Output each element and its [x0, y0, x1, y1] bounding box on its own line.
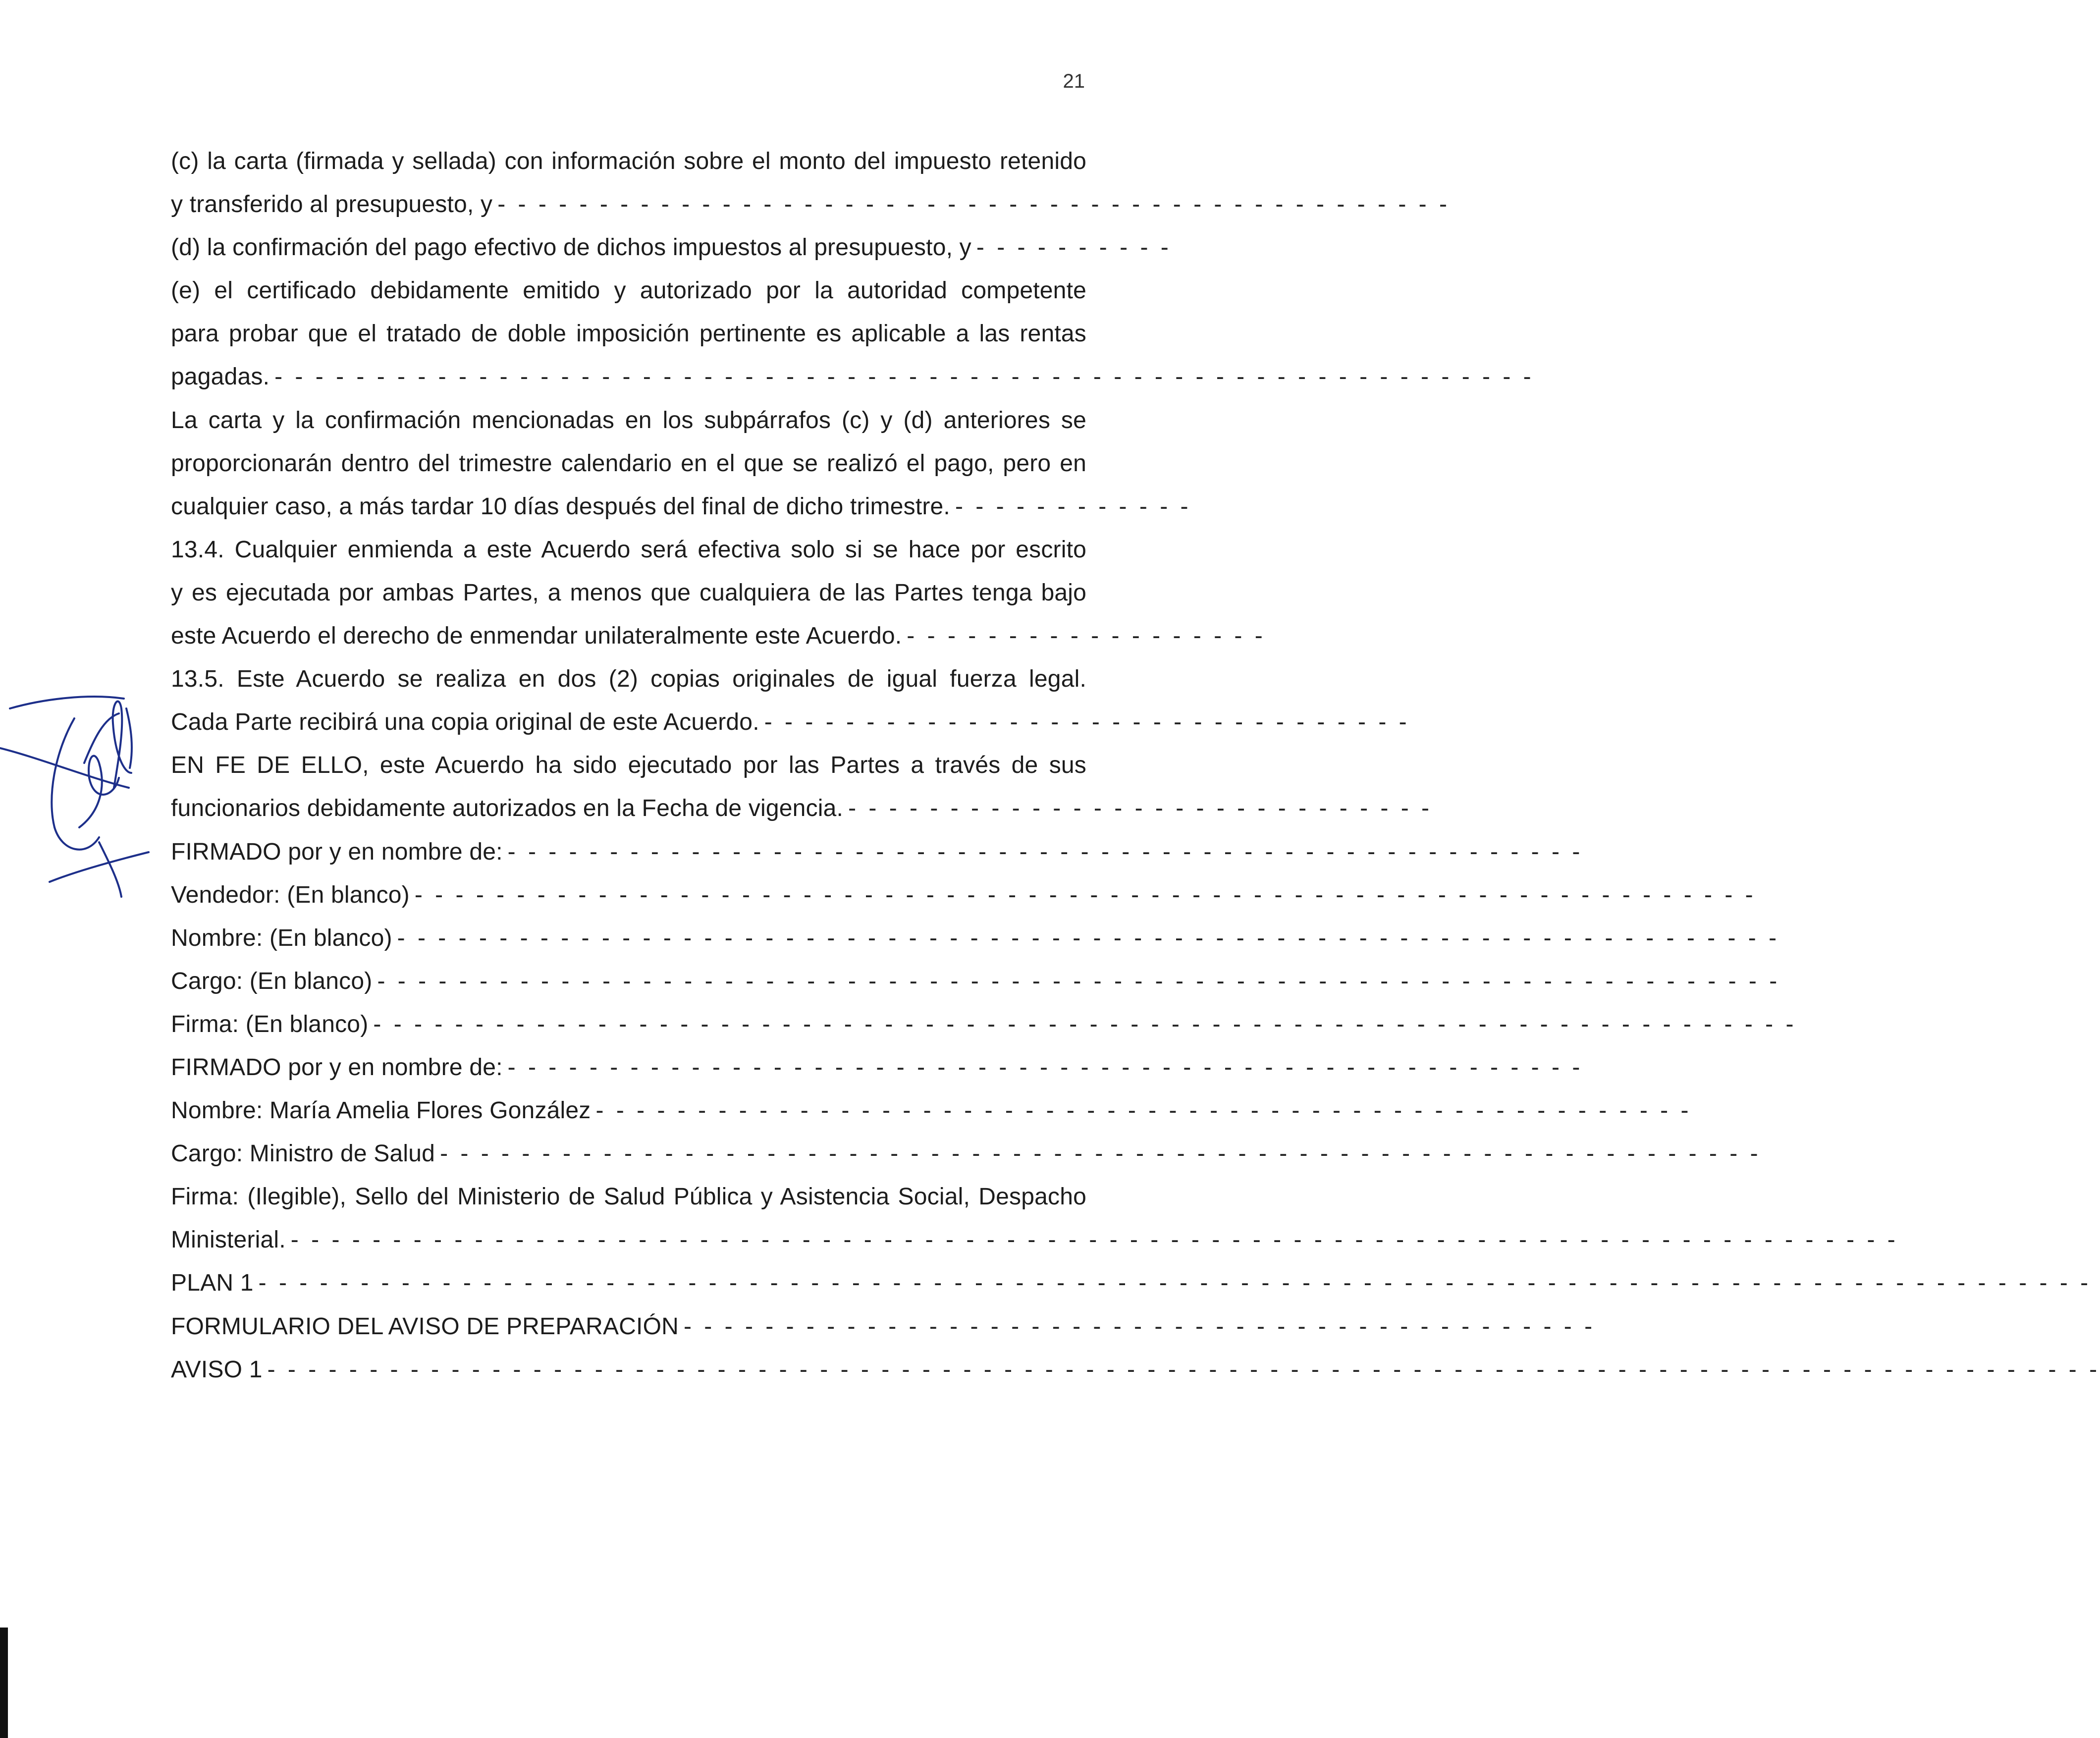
dash-filler: - - - - - - - - - - - - - - - - - - - - - - - - - - - - - - - - - - - - - - - - - - - - - - - - - - - - - - - - - - - - - - - - - - — [414, 881, 1756, 908]
line-text: Nombre: (En blanco) — [171, 924, 392, 951]
text-line — [171, 226, 1172, 269]
line-text: (d) la confirmación del pago efectivo de dichos impuestos al presupuesto, y — [171, 234, 971, 261]
dash-filler: - - - - - - - - - - - - - - - - - - - - - - - - - - - - - - - - - - - - - - - - - - - - - - - - - - - - - — [507, 1054, 1583, 1081]
line-text: Firma: (Ilegible), Sello del Ministerio de Salud Pública y Asistencia Social, Despacho — [171, 1184, 1086, 1210]
text-line — [171, 917, 1780, 960]
dash-filler: - - - - - - - - - - - - - - - - - - - - - - - - - - - - - - - - - - - - - - - - - - - - - - - — [497, 191, 1450, 218]
line-text: (c) la carta (firmada y sellada) con información sobre el monto del impuesto retenido — [171, 148, 1086, 174]
text-line — [171, 183, 1450, 226]
line-text: Nombre: María Amelia Flores González — [171, 1097, 591, 1124]
dash-filler: - - - - - - - - - - - - - - - - - - - - - - - - - - - - - - - - - - - - - - - - - - - - - - - - - - - - - - - - - - - - - - - - - - - - - — [377, 968, 1780, 994]
dash-filler: - - - - - - - - - - - - - - - - - - - - - - - - - - - - - — [848, 795, 1433, 822]
line-text: y transferido al presupuesto, y — [171, 191, 493, 218]
line-text: funcionarios debidamente autorizados en la Fecha de vigencia. — [171, 795, 844, 822]
text-line — [171, 701, 1410, 744]
text-line — [171, 1261, 2092, 1304]
dash-filler: - - - - - - - - - - - - - - - - - - - - - - - - - - - - - - - - - - - - - - - - - - - - - - - - - - - - - — [507, 838, 1583, 865]
text-line — [171, 442, 1091, 485]
dash-filler — [1086, 450, 1091, 477]
line-text: AVISO 1 — [171, 1356, 263, 1383]
dash-filler — [1086, 580, 1091, 606]
dash-filler: - - - - - - - - - - - - - - - - - - - - - - - - - - - - - - - - - - - - - - - - - - - - - - - - - - - - - - - - - - - - - - - - - - - - - - - - - - - - - - - - - - - - - - - - - - — [258, 1270, 2092, 1297]
text-line — [171, 1003, 1797, 1046]
dash-filler — [1086, 666, 1091, 692]
line-text: para probar que el tratado de doble imposición pertinente es aplicable a las rentas — [171, 321, 1086, 347]
text-line — [171, 485, 1191, 528]
line-text: EN FE DE ELLO, este Acuerdo ha sido ejecutado por las Partes a través de sus — [171, 752, 1086, 779]
handwritten-signature — [0, 664, 159, 912]
dash-filler: - - - - - - - - - - — [976, 234, 1172, 261]
dash-filler — [1086, 1184, 1091, 1210]
dash-filler — [1086, 407, 1091, 434]
line-text: pagadas. — [171, 364, 270, 390]
text-line — [171, 269, 1091, 312]
text-line — [171, 528, 1091, 571]
line-text: cualquier caso, a más tardar 10 días después del final de dicho trimestre. — [171, 493, 950, 520]
dash-filler — [1086, 752, 1091, 778]
text-line — [171, 1348, 2100, 1391]
text-line — [171, 1305, 1596, 1348]
dash-filler: - - - - - - - - - - - - - - - - - - - - - - - - - - - - - - - - - - - - - - - - - - - - - - - - - - - - - - - - - - - - - - - - - - - - - - - - - - - - - - - — [290, 1227, 1898, 1253]
text-line — [171, 1089, 1692, 1132]
dash-filler: - - - - - - - - - - - - - - - - - - - - - - - - - - - - - - - - - - - - - - - - - - - - - - - - - - - - - - - - - - - - - - - - - - - - - - — [373, 1011, 1797, 1037]
line-text: PLAN 1 — [171, 1270, 254, 1297]
text-line — [171, 571, 1091, 614]
dash-filler: - - - - - - - - - - - - - - - - - - - - - - - - - - - - - - - - - - - - - - - - - - - - - - - - - - - - - - — [595, 1097, 1692, 1124]
line-text: FIRMADO por y en nombre de: — [171, 838, 503, 865]
line-text: proporcionarán dentro del trimestre calendario en el que se realizó el pago, pero en — [171, 450, 1086, 477]
text-line — [171, 399, 1091, 442]
line-text: Cargo: (En blanco) — [171, 968, 373, 994]
line-text: 13.5. Este Acuerdo se realiza en dos (2) copias originales de igual fuerza legal. — [171, 666, 1086, 693]
dash-filler: - - - - - - - - - - - - - - - - - - - - - - - - - - - - - - - - — [764, 709, 1410, 736]
line-text: este Acuerdo el derecho de enmendar unilateralmente este Acuerdo. — [171, 623, 902, 650]
text-line — [171, 787, 1433, 830]
line-text: FIRMADO por y en nombre de: — [171, 1054, 503, 1081]
line-text: Ministerial. — [171, 1227, 286, 1253]
text-line — [171, 657, 1091, 701]
line-text: (e) el certificado debidamente emitido y autorizado por la autoridad competente — [171, 277, 1086, 304]
line-text: Cada Parte recibirá una copia original de este Acuerdo. — [171, 709, 759, 736]
dash-filler: - - - - - - - - - - - - — [955, 493, 1191, 520]
dash-filler: - - - - - - - - - - - - - - - - - - - - - - - - - - - - - - - - - - - - - - - - - - - - - - - - - - - - - - - - - - - - - - — [274, 364, 1534, 390]
line-text: y es ejecutada por ambas Partes, a menos que cualquiera de las Partes tenga bajo — [171, 579, 1086, 606]
dash-filler: - - - - - - - - - - - - - - - - - - - - - - - - - - - - - - - - - - - - - - - - - - - - - - - - - - - - - - - - - - - - - - - - - - - - - - - - - - - - - - - - - - - - - - - - - - — [267, 1356, 2100, 1383]
dash-filler: - - - - - - - - - - - - - - - - - - — [907, 623, 1266, 650]
text-line — [171, 1046, 1583, 1089]
dash-filler — [1086, 537, 1091, 563]
line-text: Vendedor: (En blanco) — [171, 881, 410, 908]
line-text: La carta y la confirmación mencionadas en los subpárrafos (c) y (d) anteriores se — [171, 407, 1086, 434]
line-text: Firma: (En blanco) — [171, 1011, 369, 1037]
dash-filler — [1086, 148, 1091, 174]
line-text: Cargo: Ministro de Salud — [171, 1141, 435, 1167]
dash-filler — [1086, 277, 1091, 304]
text-line — [171, 1218, 1898, 1261]
text-line — [171, 140, 1091, 183]
text-line — [171, 614, 1266, 657]
text-line — [171, 312, 1091, 355]
scan-edge-mark — [0, 1628, 8, 1738]
text-line — [171, 1132, 1761, 1175]
text-line — [171, 960, 1780, 1003]
document-body — [171, 140, 2100, 1391]
text-line — [171, 830, 1583, 873]
dash-filler — [1086, 321, 1091, 347]
text-line — [171, 355, 1534, 398]
text-line — [171, 873, 1756, 917]
line-text: 13.4. Cualquier enmienda a este Acuerdo será efectiva solo si se hace por escrito — [171, 536, 1086, 563]
page-number: 21 — [1063, 70, 1085, 92]
dash-filler: - - - - - - - - - - - - - - - - - - - - - - - - - - - - - - - - - - - - - - - - - - - - - - - - - - - - - - - - - - - - - - - - - — [440, 1141, 1761, 1167]
dash-filler: - - - - - - - - - - - - - - - - - - - - - - - - - - - - - - - - - - - - - - - - - - - - - — [683, 1313, 1596, 1340]
dash-filler: - - - - - - - - - - - - - - - - - - - - - - - - - - - - - - - - - - - - - - - - - - - - - - - - - - - - - - - - - - - - - - - - - - - - — [397, 924, 1780, 951]
text-line — [171, 1175, 1091, 1218]
line-text: FORMULARIO DEL AVISO DE PREPARACIÓN — [171, 1313, 679, 1340]
text-line — [171, 744, 1091, 787]
